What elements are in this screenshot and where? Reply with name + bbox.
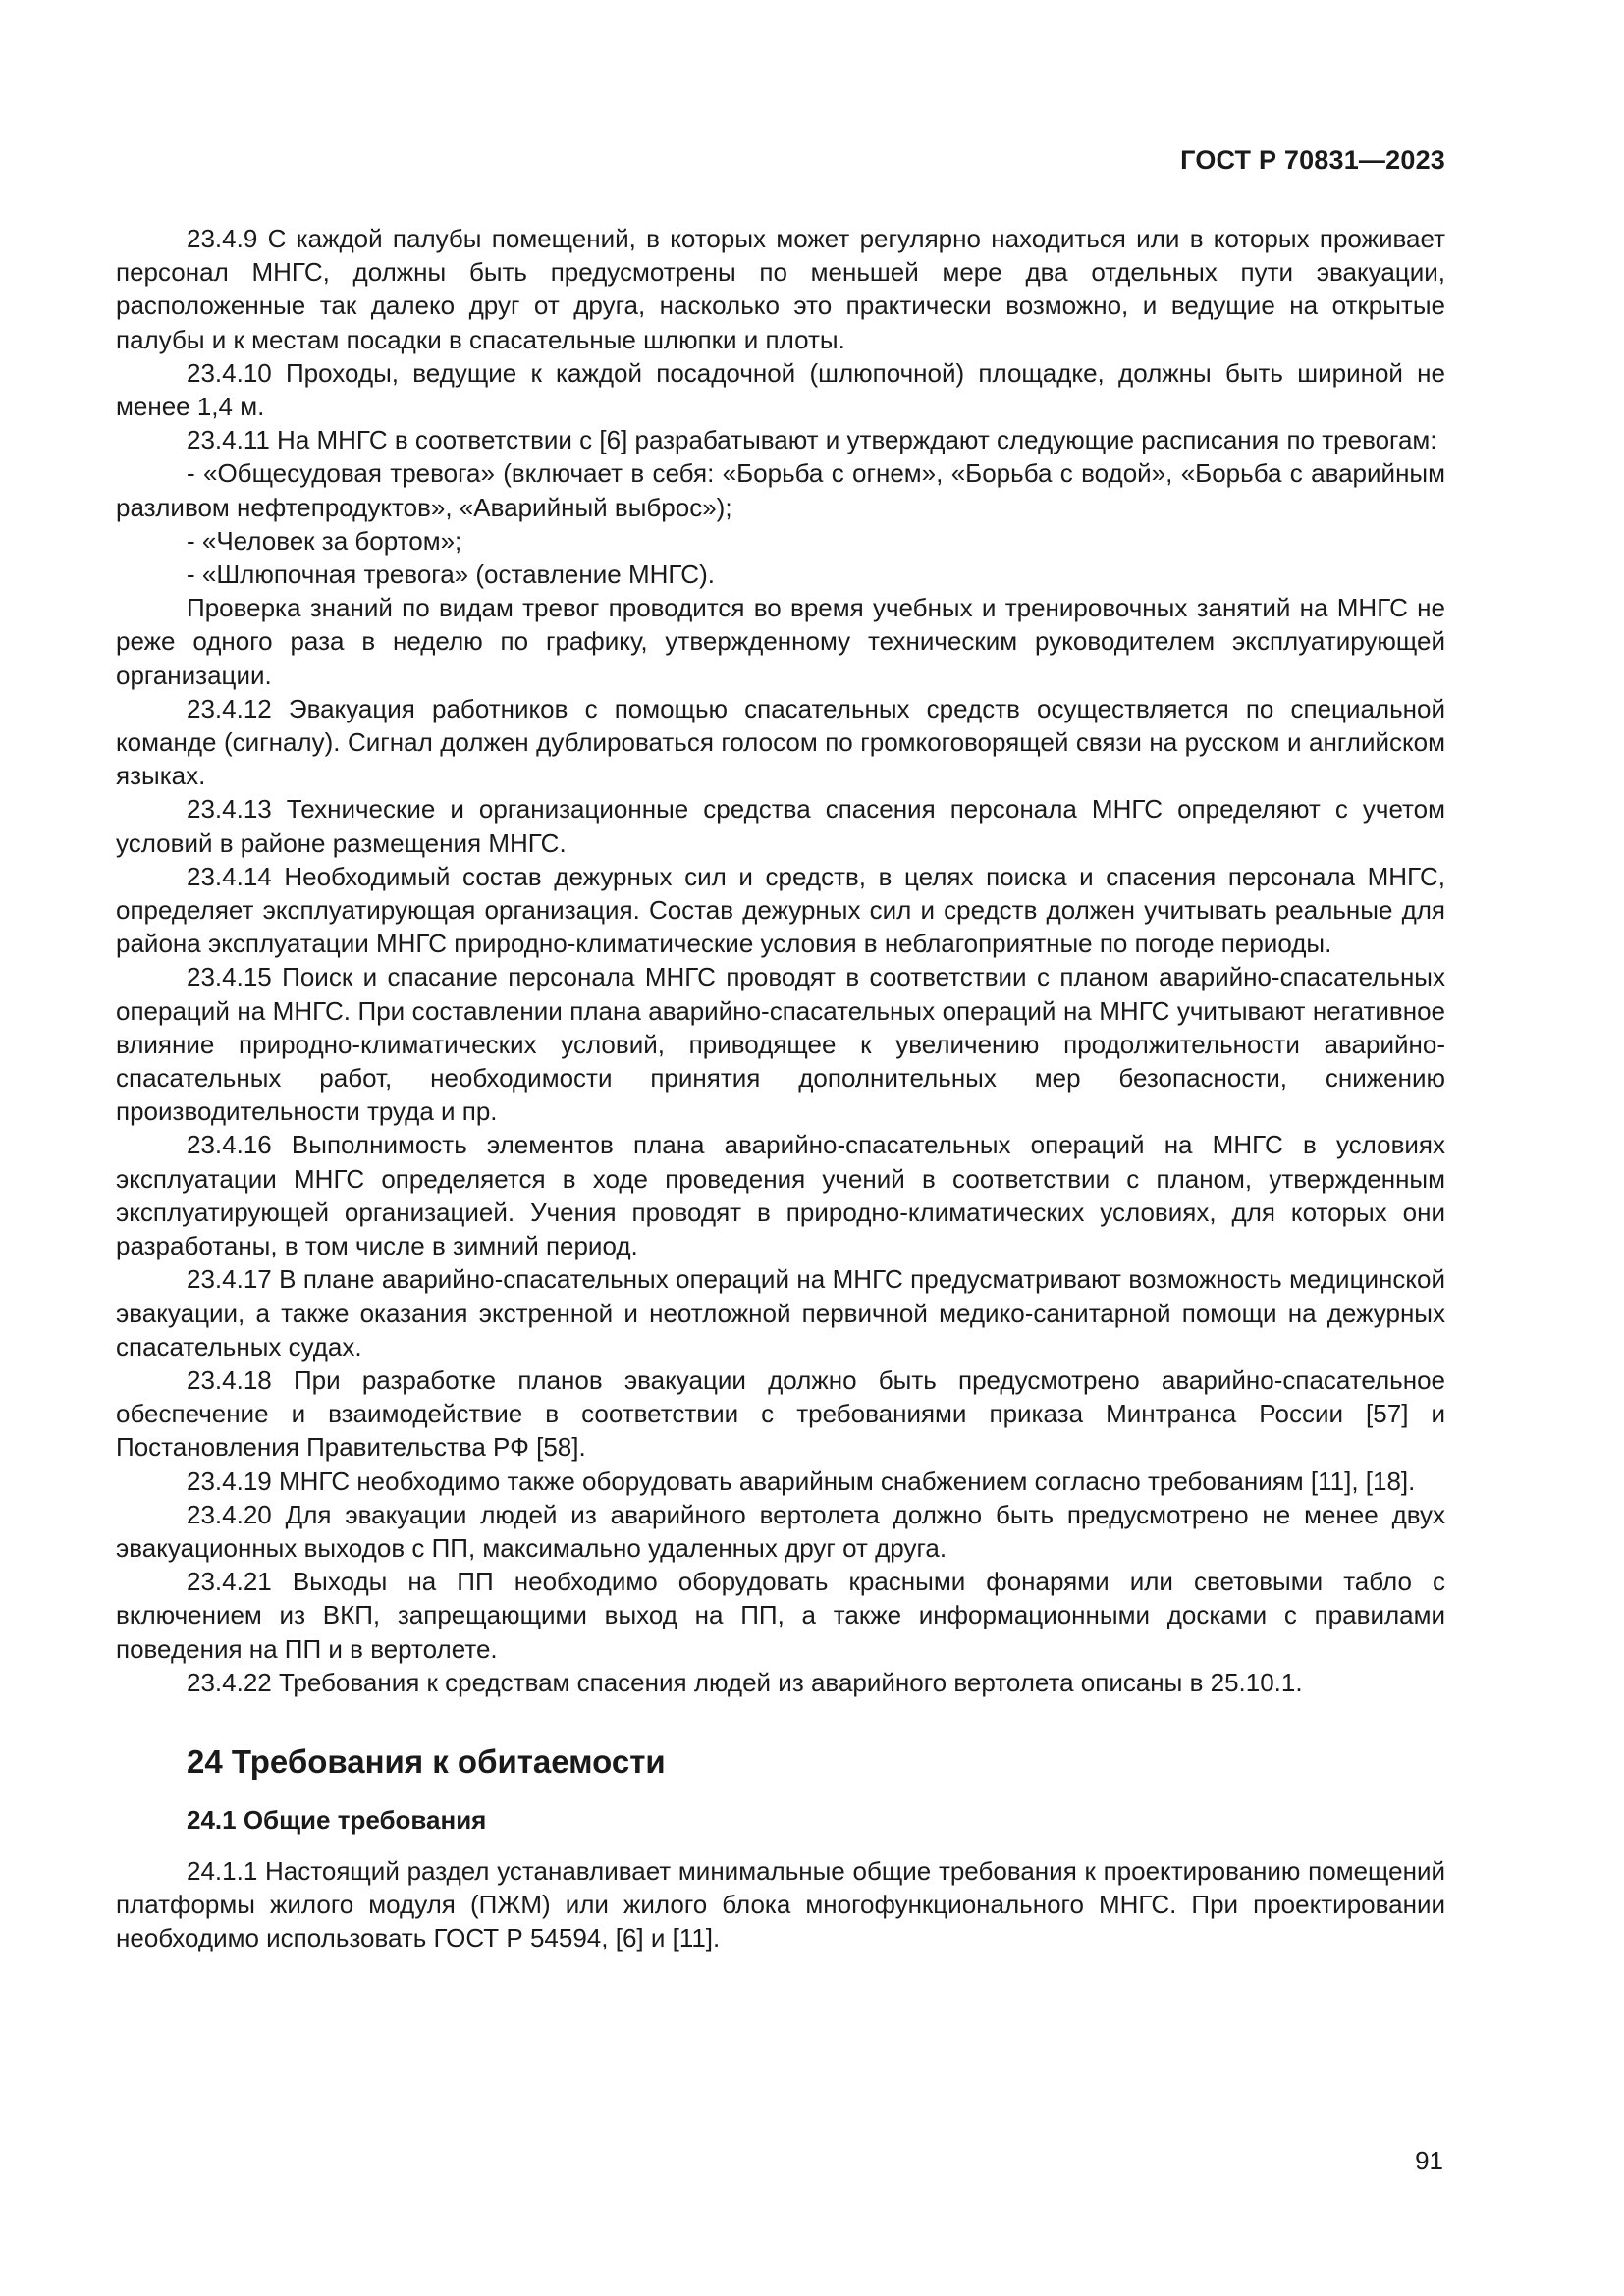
paragraph-23-4-14: 23.4.14 Необходимый состав дежурных сил и средств, в целях поиска и спасения персонала МНГС, определяет эксплуатирующая организация. Состав дежурных сил и средств должен учитывать реальные для района эксплуатации МНГС природно-климатические условия в неблагоприятные по погоде периоды. [116, 861, 1445, 959]
paragraph-23-4-12: 23.4.12 Эвакуация работников с помощью спасательных средств осуществляется по специальной команде (сигналу). Сигнал должен дублироваться голосом по громкоговорящей связи на русском и английском языках. [116, 693, 1445, 791]
paragraph-23-4-19: 23.4.19 МНГС необходимо также оборудовать аварийным снабжением согласно требованиям [11], [18]. [187, 1466, 1416, 1496]
paragraph-23-4-22: 23.4.22 Требования к средствам спасения людей из аварийного вертолета описаны в 25.10.1. [187, 1667, 1303, 1697]
paragraph-23-4-10: 23.4.10 Проходы, ведущие к каждой посадочной (шлюпочной) площадке, должны быть шириной не менее 1,4 м. [116, 357, 1445, 422]
list-item-general-alarm: - «Общесудовая тревога» (включает в себя: «Борьба с огнем», «Борьба с водой», «Борьба с аварийным разливом нефтепродуктов», «Аварийный выброс»); [116, 458, 1445, 522]
paragraph-23-4-17: 23.4.17 В плане аварийно-спасательных операций на МНГС предусматривают возможность медицинской эвакуации, а также оказания экстренной и неотложной первичной медико-санитарной помощи на дежурных спасательных судах. [116, 1264, 1445, 1362]
section-heading: 24 Требования к обитаемости [187, 1742, 666, 1780]
paragraph-23-4-13: 23.4.13 Технические и организационные средства спасения персонала МНГС определяют с учетом условий в районе размещения МНГС. [116, 794, 1445, 858]
paragraph-alarm-training: Проверка знаний по видам тревог проводится во время учебных и тренировочных занятий на МНГС не реже одного раза в неделю по графику, утвержденному техническим руководителем эксплуатирующей организации. [116, 593, 1445, 690]
paragraph-23-4-16: 23.4.16 Выполнимость элементов плана аварийно-спасательных операций на МНГС в условиях эксплуатации МНГС определяется в ходе проведения учений в соответствии с планом, утвержденным эксплуатирующей организацией. Учения проводят в природно-климатических условиях, для которых они разработаны, в том числе в зимний период. [116, 1130, 1445, 1261]
page-body [116, 222, 1445, 1955]
paragraph-24-1-1: 24.1.1 Настоящий раздел устанавливает минимальные общие требования к проектированию помещений платформы жилого модуля (ПЖМ) или жилого блока многофункционального МНГС. При проектировании необходимо использовать ГОСТ Р 54594, [6] и [11]. [116, 1855, 1445, 1953]
paragraph-23-4-18: 23.4.18 При разработке планов эвакуации должно быть предусмотрено аварийно-спасательное обеспечение и взаимодействие в соответствии с требованиями приказа Минтранса России [57] и Постановления Правительства РФ [58]. [116, 1364, 1445, 1463]
subsection-heading: 24.1 Общие требования [187, 1804, 487, 1835]
document-code: ГОСТ Р 70831—2023 [1180, 145, 1445, 175]
paragraph-23-4-11: 23.4.11 На МНГС в соответствии с [6] разрабатывают и утверждают следующие расписания по тревогам: [187, 425, 1437, 455]
page-number: 91 [1415, 2146, 1443, 2175]
paragraph-23-4-15: 23.4.15 Поиск и спасание персонала МНГС проводят в соответствии с планом аварийно-спасательных операций на МНГС. При составлении плана аварийно-спасательных операций на МНГС учитывают негативное влияние природно-климатических условий, приводящее к увеличению продолжительности аварийно-спасательных работ, необходимости принятия дополнительных мер безопасности, снижению производительности труда и пр. [116, 962, 1445, 1127]
paragraph-23-4-9: 23.4.9 С каждой палубы помещений, в которых может регулярно находиться или в которых проживает персонал МНГС, должны быть предусмотрены по меньшей мере два отдельных пути эвакуации, расположенные так далеко друг от друга, насколько это практически возможно, и ведущие на открытые палубы и к местам посадки в спасательные шлюпки и плоты. [116, 224, 1445, 354]
list-item-boat-alarm: - «Шлюпочная тревога» (оставление МНГС). [187, 560, 715, 590]
paragraph-23-4-21: 23.4.21 Выходы на ПП необходимо оборудовать красными фонарями или световыми табло с включением из ВКП, запрещающими выход на ПП, а также информационными досками с правилами поведения на ПП и в вертолете. [116, 1567, 1445, 1664]
paragraph-23-4-20: 23.4.20 Для эвакуации людей из аварийного вертолета должно быть предусмотрено не менее двух эвакуационных выходов с ПП, максимально удаленных друг от друга. [116, 1499, 1445, 1563]
list-item-man-overboard: - «Человек за бортом»; [187, 525, 462, 556]
